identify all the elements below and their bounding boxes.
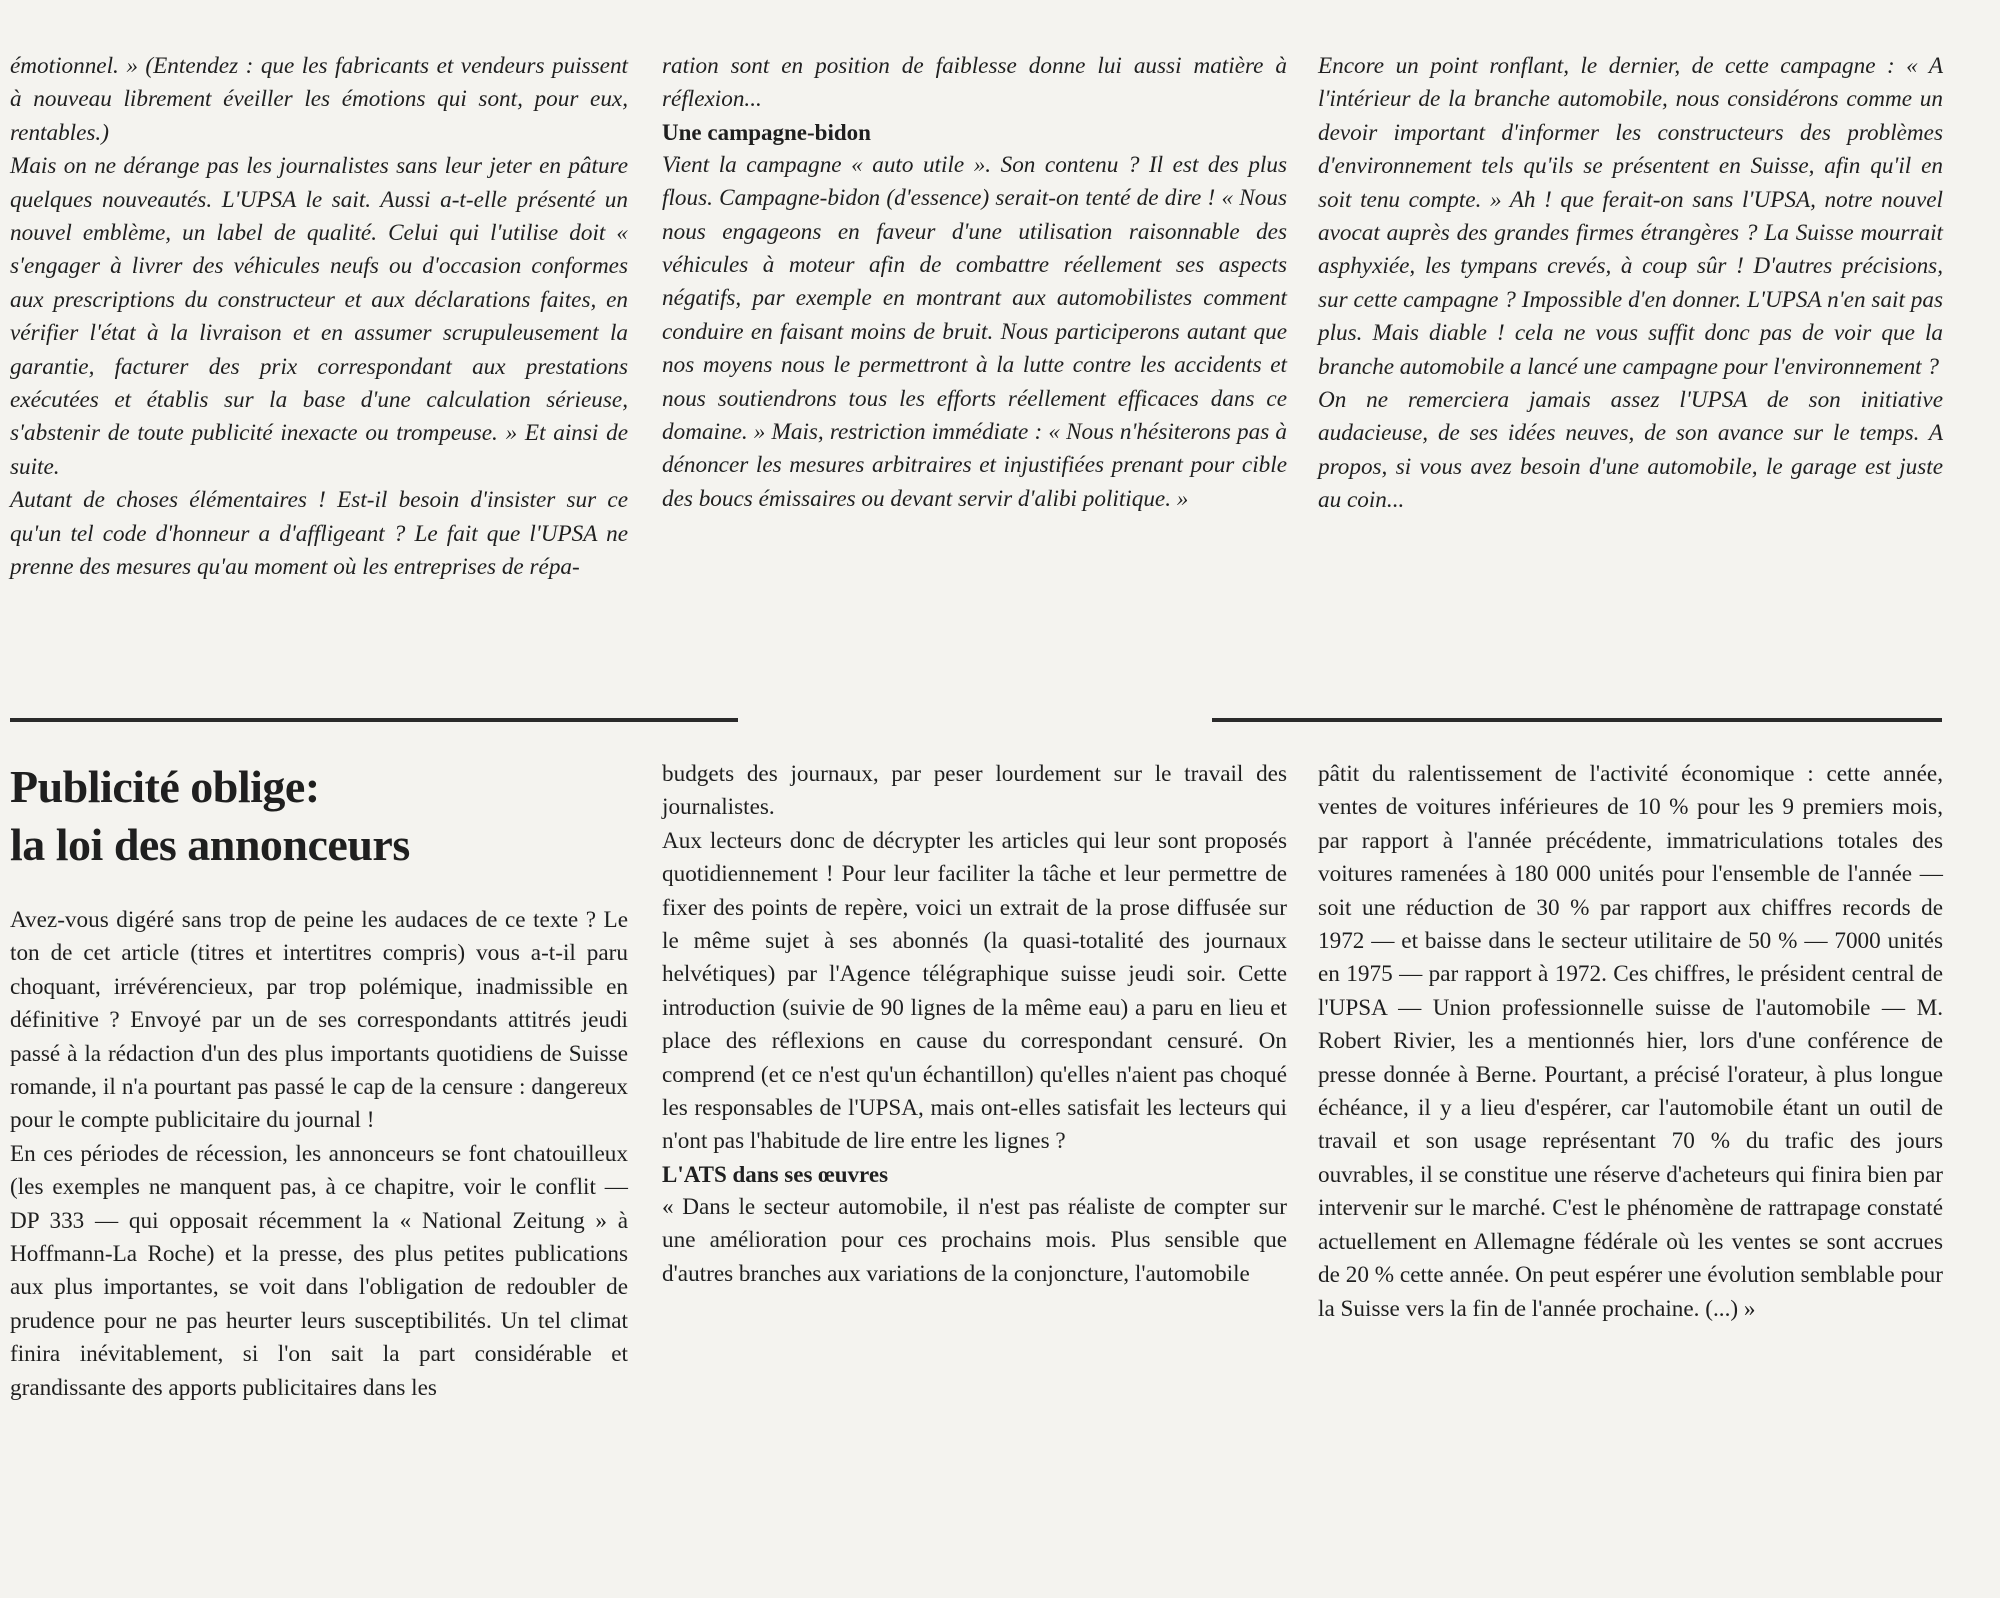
- top-col1-paragraph-2: Mais on ne dérange pas les journalistes sans leur jeter en pâture quelques nouveautés. L'UPSA le sait. Aussi a-t-elle présenté un nouvel emblème, un label de qualité. Celui qui l'utilise doit « s'engager à livrer des véhicules neufs ou d'occasion conformes aux prescriptions du constructeur et aux déclarations faites, en vérifier l'état à la livraison et en assumer scrupuleusement la garantie, facturer des prix correspondant aux prestations exécutées et établis sur la base d'une calculation sérieuse, s'abstenir de toute publicité inexacte ou trompeuse. » Et ainsi de suite.: [10, 153, 628, 480]
- bottom-col3-paragraph: pâtit du ralentissement de l'activité économique : cette année, ventes de voitures inférieures de 10 % pour les 9 premiers mois, par rapport à l'année précédente, immatriculations totales des voitures ramenées à 180 000 unités pour l'ensemble de l'année — soit une réduction de 30 % par rapport aux chiffres records de 1972 — et baisse dans le secteur utilitaire de 50 % — 7000 unités en 1975 — par rapport à 1972. Ces chiffres, le président central de l'UPSA — Union professionnelle suisse de l'automobile — M. Robert Rivier, les a mentionnés hier, lors d'une conférence de presse donnée à Berne. Pourtant, a précisé l'orateur, à plus longue échéance, il y a lieu d'espérer, car l'automobile étant un outil de travail et son usage représentant 70 % du trafic des jours ouvrables, il se constitue une réserve d'acheteurs qui finira bien par intervenir sur le marché. C'est le phénomène de rattrapage constaté actuellement en Allemagne fédérale où les ventes se sont accrues de 20 % cette année. On peut espérer une évolution semblable pour la Suisse vers la fin de l'année prochaine. (...) »: [1318, 761, 1943, 1322]
- section-divider-left: [10, 718, 738, 722]
- top-col1-paragraph-1: émotionnel. » (Entendez : que les fabricants et vendeurs puissent à nouveau librement éveiller les émotions qui sont, pour eux, rentables.): [10, 53, 628, 146]
- top-column-1: [10, 50, 628, 585]
- top-col2-intro: ration sont en position de faiblesse donne lui aussi matière à réflexion...: [662, 53, 1287, 113]
- bottom-col2-quote: « Dans le secteur automobile, il n'est pas réaliste de compter sur une amélioration pour ces prochains mois. Plus sensible que d'autres branches aux variations de la conjoncture, l'automobile: [662, 1193, 1287, 1287]
- top-col2-body: Vient la campagne « auto utile ». Son contenu ? Il est des plus flous. Campagne-bidon (d'essence) serait-on tenté de dire ! « Nous nous engageons en faveur d'une utilisation raisonnable des véhicules à moteur afin de combattre réellement ses aspects négatifs, par exemple en montrant aux automobilistes comment conduire en faisant moins de bruit. Nous participerons autant que nos moyens nous le permettront à la lutte contre les accidents et nous soutiendrons tous les efforts réellement efficaces dans ce domaine. » Mais, restriction immédiate : « Nous n'hésiterons pas à dénoncer les mesures arbitraires et injustifiées prenant pour cible des boucs émissaires ou devant servir d'alibi politique. »: [662, 151, 1287, 512]
- subheading-campagne-bidon: Une campagne-bidon: [662, 119, 871, 145]
- top-col1-paragraph-3: Autant de choses élémentaires ! Est-il besoin d'insister sur ce qu'un tel code d'honneur a d'affligeant ? Le fait que l'UPSA ne prenne des mesures qu'au moment où les entreprises de répa-: [10, 487, 628, 581]
- bottom-column-2: [662, 758, 1287, 1291]
- bottom-col1-paragraph-1: Avez-vous digéré sans trop de peine les audaces de ce texte ? Le ton de cet article (titres et intertitres compris) vous a-t-il paru choquant, irrévérencieux, par trop polémique, inadmissible en définitive ? Envoyé par un de ses correspondants attitrés jeudi passé à la rédaction d'un des plus importants quotidiens de Suisse romande, il n'a pourtant pas passé le cap de la censure : dangereux pour le compte publicitaire du journal !: [10, 907, 628, 1134]
- top-column-3: [1318, 50, 1943, 518]
- top-col3-paragraph-1: Encore un point ronflant, le dernier, de cette campagne : « A l'intérieur de la branche automobile, nous considérons comme un devoir important d'informer les constructeurs des problèmes d'environnement tels qu'ils se présentent en Suisse, afin qu'il en soit tenu compte. » Ah ! que ferait-on sans l'UPSA, notre nouvel avocat auprès des grandes firmes étrangères ? La Suisse mourrait asphyxiée, les tympans crevés, à coup sûr ! D'autres précisions, sur cette campagne ? Impossible d'en donner. L'UPSA n'en sait pas plus. Mais diable ! cela ne vous suffit donc pas de voir que la branche automobile a lancé une campagne pour l'environnement ?: [1318, 53, 1943, 380]
- bottom-column-3: [1318, 758, 1943, 1326]
- top-col3-paragraph-2: On ne remerciera jamais assez l'UPSA de son initiative audacieuse, de ses idées neuves, de son avance sur le temps. A propos, si vous avez besoin d'une automobile, le garage est juste au coin...: [1318, 387, 1943, 514]
- article-headline: [10, 758, 628, 874]
- headline-line-2: la loi des annonceurs: [10, 819, 410, 870]
- section-divider-right: [1212, 718, 1942, 722]
- bottom-col1-paragraph-2: En ces périodes de récession, les annonceurs se font chatouilleux (les exemples ne manquent pas, à ce chapitre, voir le conflit — DP 333 — qui opposait récemment la « National Zeitung » à Hoffmann-La Roche) et la presse, des plus petites publications aux plus importantes, se voit dans l'obligation de redoubler de prudence pour ne pas heurter leurs susceptibilités. Un tel climat finira inévitablement, si l'on sait la part considérable et grandissante des apports publicitaires dans les: [10, 1140, 628, 1401]
- bottom-col2-paragraph-1: budgets des journaux, par peser lourdement sur le travail des journalistes.: [662, 761, 1287, 821]
- headline-line-1: Publicité oblige:: [10, 761, 320, 812]
- bottom-col2-paragraph-2: Aux lecteurs donc de décrypter les articles qui leur sont proposés quotidiennement ! Pour leur faciliter la tâche et leur permettre de fixer des points de repère, voici un extrait de la prose diffusée sur le même sujet à ses abonnés (la quasi-totalité des journaux helvétiques) par l'Agence télégraphique suisse jeudi soir. Cette introduction (suivie de 90 lignes de la même eau) a paru en lieu et place des réflexions en cause du correspondant censuré. On comprend (et ce n'est qu'un échantillon) qu'elles n'aient pas choqué les responsables de l'UPSA, mais ont-elles satisfait les lecteurs qui n'ont pas l'habitude de lire entre les lignes ?: [662, 827, 1287, 1155]
- top-column-2: [662, 50, 1287, 516]
- subheading-ats: L'ATS dans ses œuvres: [662, 1161, 889, 1187]
- bottom-column-1: [10, 758, 628, 1405]
